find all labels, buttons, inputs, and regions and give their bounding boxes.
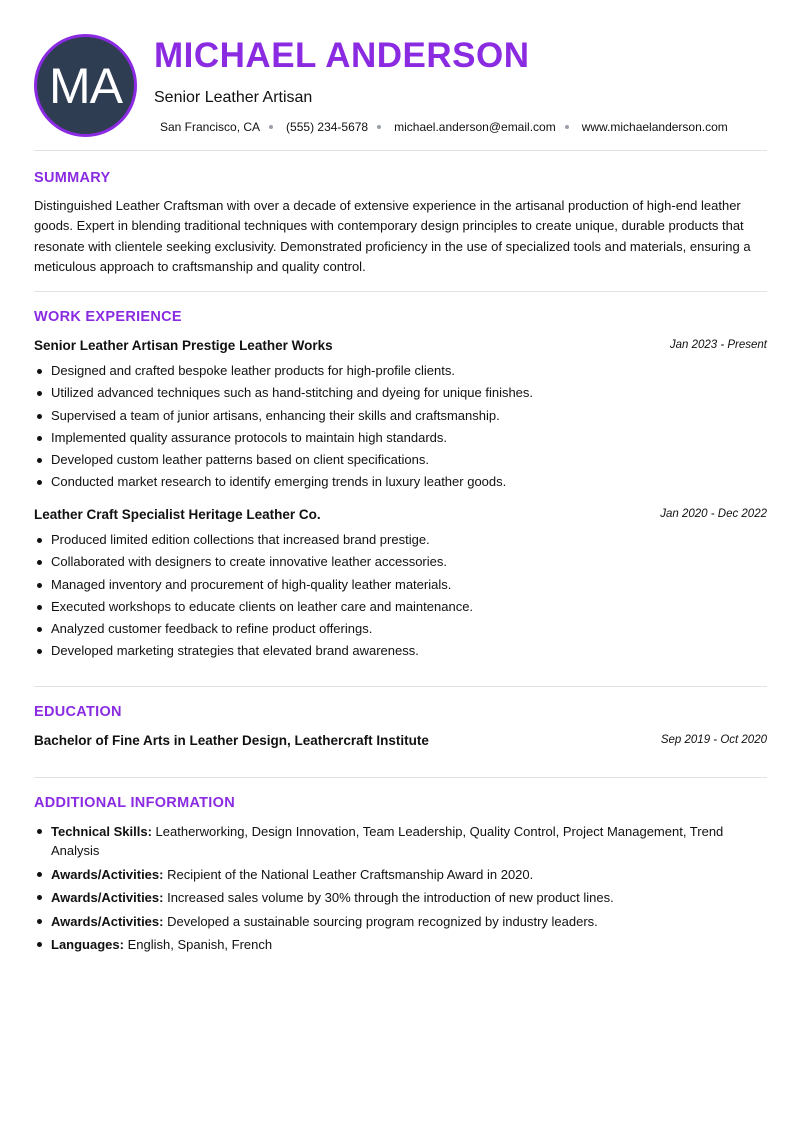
list-item: Developed marketing strategies that elevated brand awareness. <box>34 640 767 662</box>
job-title: Senior Leather Artisan Prestige Leather Works <box>34 338 333 353</box>
job-header <box>34 507 767 525</box>
email: michael.anderson@email.com <box>394 120 556 134</box>
job-dates: Jan 2023 - Present <box>669 339 767 351</box>
item-label: Technical Skills: <box>51 824 152 839</box>
section-heading-summary: SUMMARY <box>34 170 111 186</box>
item-text: Leatherworking, Design Innovation, Team Leadership, Quality Control, Project Management, Trend Analysis <box>51 824 724 858</box>
education-entry <box>34 733 767 751</box>
location: San Francisco, CA <box>160 120 261 134</box>
section-heading-additional: ADDITIONAL INFORMATION <box>34 795 235 811</box>
job-bullet-list <box>34 529 767 663</box>
list-item <box>34 888 744 907</box>
education-dates: Sep 2019 - Oct 2020 <box>660 734 767 746</box>
list-item: Supervised a team of junior artisans, enhancing their skills and craftsmanship. <box>34 405 767 427</box>
list-item: Executed workshops to educate clients on leather care and maintenance. <box>34 596 767 618</box>
avatar: MA <box>34 34 137 137</box>
summary-text: Distinguished Leather Craftsman with over a decade of extensive experience in the artisanal production of high-end leather goods. Expert in blending traditional techniques with contemporary design principles to create unique, durable products that resonate with clientele seeking exclusivity. Demonstrated proficiency in the use of specialized tools and materials, ensuring a meticulous approach to craftsmanship and quality control. <box>34 198 751 274</box>
degree: Bachelor of Fine Arts in Leather Design, Leathercraft Institute <box>34 733 429 748</box>
separator-dot-icon <box>269 125 273 129</box>
separator-dot-icon <box>565 125 569 129</box>
item-label: Languages: <box>51 937 124 952</box>
section-heading-experience: WORK EXPERIENCE <box>34 309 182 325</box>
website: www.michaelanderson.com <box>581 120 728 134</box>
list-item: Produced limited edition collections that increased brand prestige. <box>34 529 767 551</box>
job-bullet-list <box>34 360 767 494</box>
separator-dot-icon <box>377 125 381 129</box>
list-item <box>34 865 744 884</box>
list-item: Developed custom leather patterns based on client specifications. <box>34 449 767 471</box>
job-dates: Jan 2020 - Dec 2022 <box>660 508 767 520</box>
section-heading-education: EDUCATION <box>34 704 122 720</box>
list-item: Managed inventory and procurement of high-quality leather materials. <box>34 574 767 596</box>
list-item: Implemented quality assurance protocols to maintain high standards. <box>34 427 767 449</box>
candidate-name: MICHAEL ANDERSON <box>154 36 530 75</box>
list-item: Conducted market research to identify emerging trends in luxury leather goods. <box>34 471 767 493</box>
job-title: Leather Craft Specialist Heritage Leather Co. <box>34 507 321 522</box>
item-label: Awards/Activities: <box>51 866 164 882</box>
item-text: English, Spanish, French <box>127 937 273 952</box>
divider <box>34 777 767 778</box>
list-item: Designed and crafted bespoke leather products for high-profile clients. <box>34 360 767 382</box>
list-item: Analyzed customer feedback to refine product offerings. <box>34 618 767 640</box>
job-header <box>34 338 767 356</box>
list-item: Utilized advanced techniques such as hand-stitching and dyeing for unique finishes. <box>34 382 767 404</box>
list-item <box>34 912 744 931</box>
item-text: Developed a sustainable sourcing program recognized by industry leaders. <box>167 913 598 929</box>
item-text: Increased sales volume by 30% through the introduction of new product lines. <box>167 890 614 905</box>
resume-header <box>34 34 767 138</box>
divider <box>34 686 767 687</box>
list-item <box>34 822 744 860</box>
list-item: Collaborated with designers to create innovative leather accessories. <box>34 551 767 573</box>
divider <box>34 150 767 151</box>
item-label: Awards/Activities: <box>51 913 164 929</box>
list-item <box>34 935 744 954</box>
item-label: Awards/Activities: <box>51 890 164 905</box>
item-text: Recipient of the National Leather Craftsmanship Award in 2020. <box>167 866 534 882</box>
contact-info <box>160 120 728 134</box>
divider <box>34 291 767 292</box>
additional-info-list <box>34 822 744 959</box>
candidate-title: Senior Leather Artisan <box>154 89 313 106</box>
phone: (555) 234-5678 <box>286 120 369 134</box>
